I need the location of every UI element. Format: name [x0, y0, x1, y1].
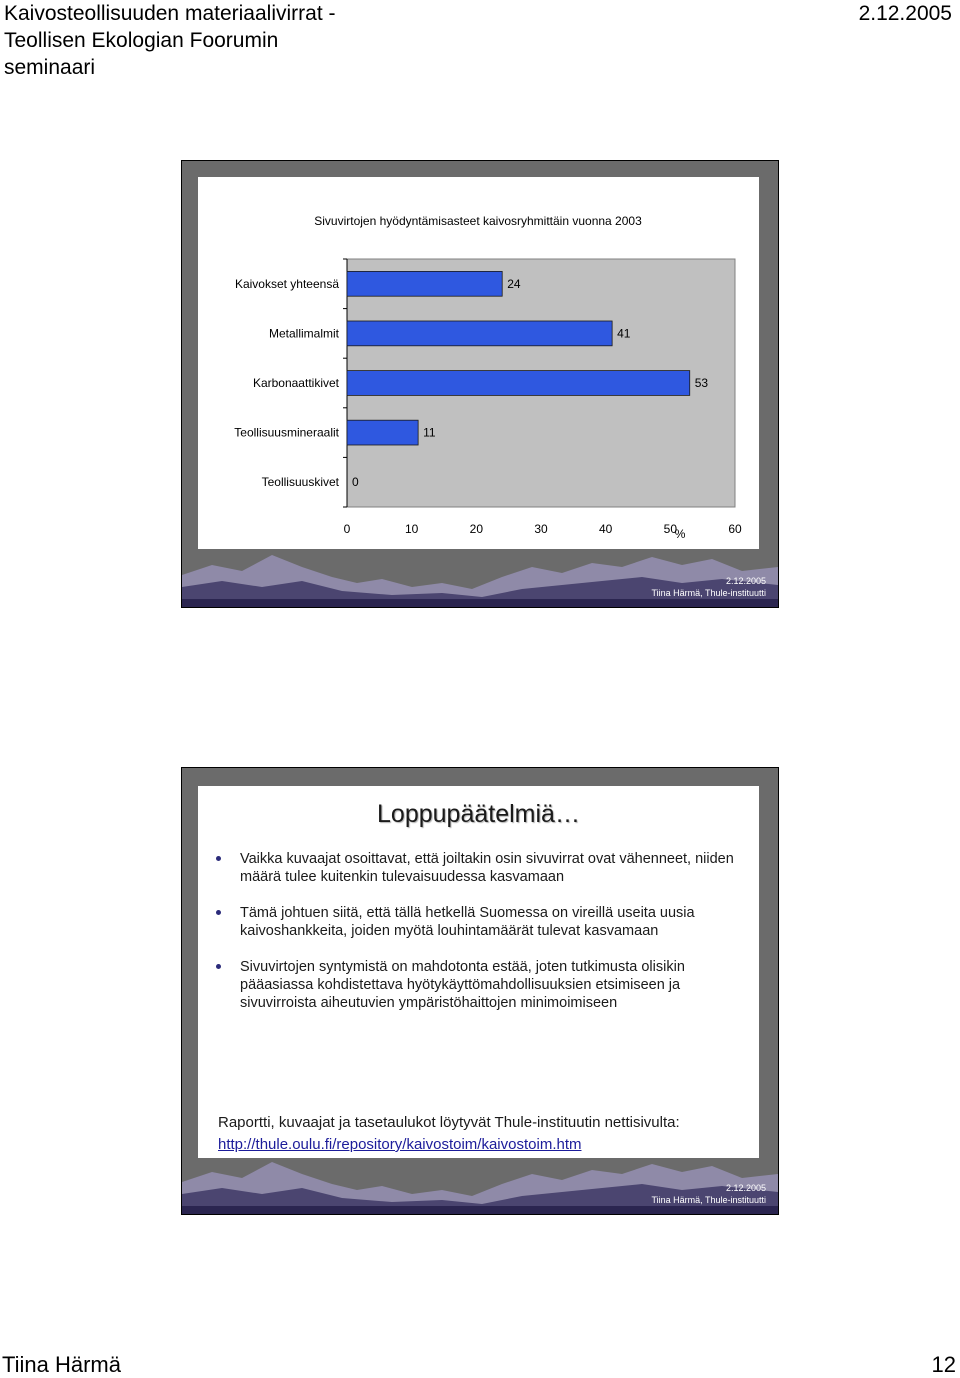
bullet-text: Tämä johtuen siitä, että tällä hetkellä Suomessa on vireillä useita uusia kaivoshankkeita, joiden myötä louhintamäärät tulevat kasvamaan — [240, 905, 695, 939]
category-label: Teollisuusmineraalit — [234, 425, 339, 440]
slide-title: Loppupäätelmiä… — [377, 800, 580, 828]
slide-conclusions — [181, 767, 779, 1215]
stamp-author: Tiina Härmä, Thule-instituutti — [651, 588, 766, 598]
slide-stamp — [651, 1182, 766, 1206]
footer-page-number: 12 — [931, 1352, 956, 1377]
header-date: 2.12.2005 — [858, 2, 952, 25]
bar — [347, 371, 690, 396]
bullet-dot-icon — [216, 910, 221, 915]
report-link[interactable]: http://thule.oulu.fi/repository/kaivostoim/kaivostoim.htm — [218, 1136, 582, 1153]
data-label: 53 — [694, 376, 709, 390]
data-label: 24 — [507, 276, 521, 291]
header-title-line3: seminaari — [4, 56, 96, 79]
slide-chart — [181, 160, 779, 608]
bullet-item — [216, 904, 736, 940]
bullet-text: Vaikka kuvaajat osoittavat, että joiltakin osin sivuvirrat ovat vähenneet, niiden määrä tulee kuitenkin tulevaisuudessa kasvamaan — [240, 851, 734, 885]
chart-title: Sivuvirtojen hyödyntämisasteet kaivosryhmittäin vuonna 2003 — [314, 214, 642, 228]
footer-author: Tiina Härmä — [2, 1352, 121, 1377]
data-label: 0 — [352, 475, 359, 490]
bullet-dot-icon — [216, 856, 221, 861]
header-title-line2: Teollisen Ekologian Foorumin — [4, 29, 279, 52]
x-tick-label: 60 — [728, 522, 742, 536]
report-text: Raportti, kuvaajat ja tasetaulukot löytyvät Thule-instituutin nettisivulta: — [218, 1114, 680, 1131]
category-label: Karbonaattikivet — [252, 376, 339, 390]
page-header — [4, 0, 335, 81]
category-label: Teollisuuskivet — [261, 475, 339, 490]
bullet-item — [216, 850, 736, 886]
header-title-line1: Kaivosteollisuuden materiaalivirrat - — [4, 2, 336, 25]
x-tick-label: 0 — [343, 522, 351, 536]
category-label: Metallimalmit — [268, 326, 339, 341]
bullet-list — [216, 850, 736, 1030]
bar-chart — [198, 177, 759, 549]
bullet-text: Sivuvirtojen syntymistä on mahdotonta estää, joten tutkimusta olisikin pääasiassa kohdistettava hyötykäyttömahdollisuuksien etsimiseen ja sivuvirroista aiheutuvien ympäristöhaittojen minimoimiseen — [240, 959, 685, 1011]
x-tick-label: 50 — [663, 522, 678, 536]
category-label: Kaivokset yhteensä — [234, 276, 339, 291]
bar — [347, 271, 502, 296]
x-tick-label: 40 — [598, 522, 613, 536]
bar — [347, 420, 418, 445]
x-axis-label: % — [674, 527, 686, 541]
chart-panel — [198, 177, 759, 549]
data-label: 41 — [617, 326, 631, 341]
x-tick-label: 10 — [404, 522, 419, 536]
x-tick-label: 20 — [469, 522, 484, 536]
conclusions-panel — [198, 786, 759, 1158]
stamp-author: Tiina Härmä, Thule-instituutti — [651, 1195, 766, 1205]
stamp-date: 2.12.2005 — [725, 576, 766, 586]
bullet-dot-icon — [216, 964, 221, 969]
bullet-item — [216, 958, 736, 1012]
slide-stamp — [651, 575, 766, 599]
stamp-date: 2.12.2005 — [725, 1183, 766, 1193]
x-tick-label: 30 — [534, 522, 548, 536]
bar — [347, 321, 612, 346]
data-label: 11 — [423, 425, 436, 440]
